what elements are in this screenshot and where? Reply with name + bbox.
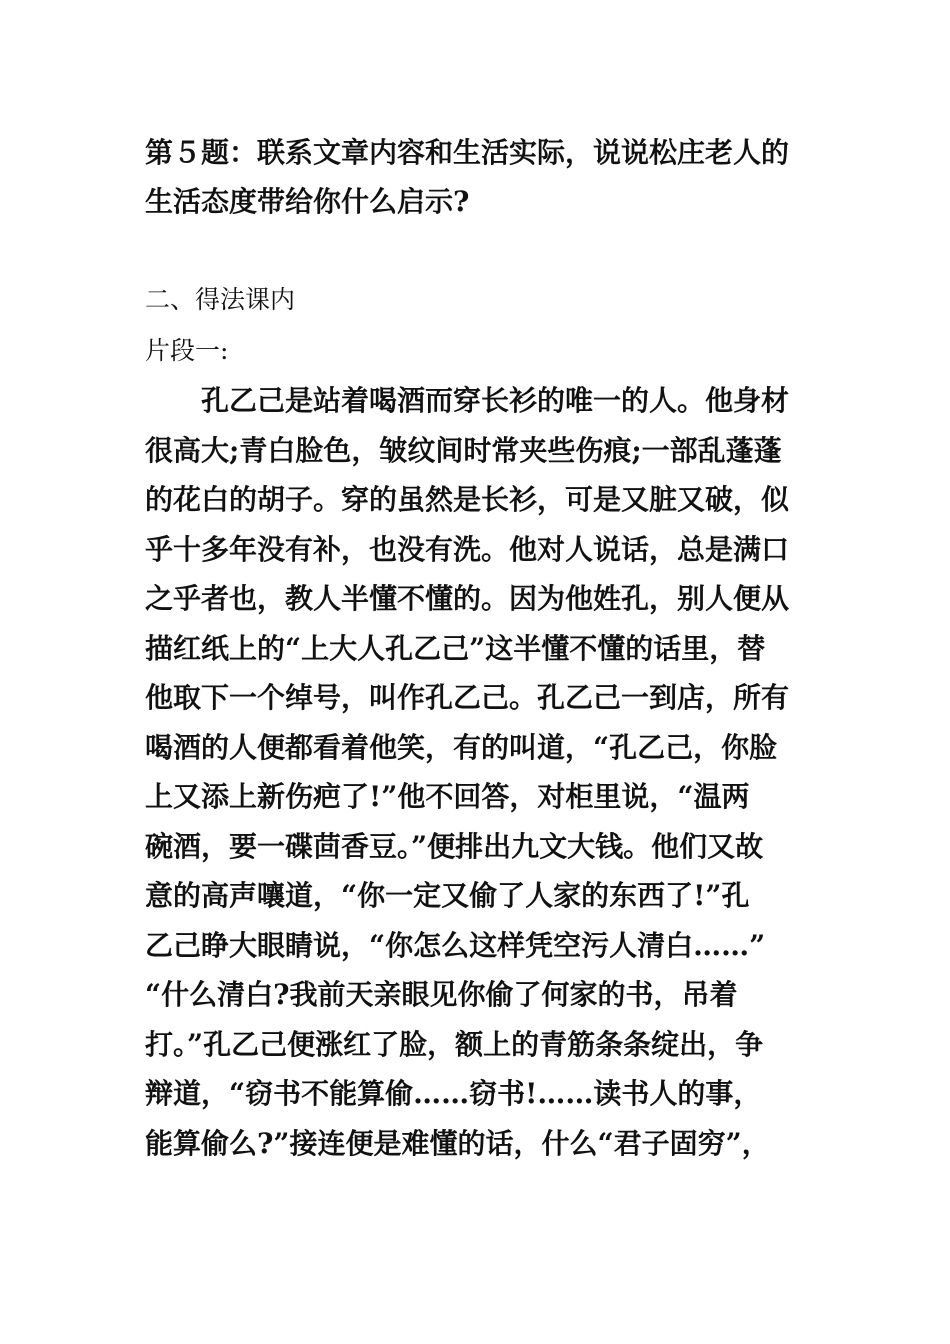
passage-line: 乙己睁大眼睛说，“你怎么这样凭空污人清白……” bbox=[145, 928, 766, 962]
passage-line: 上又添上新伤疤了!”他不回答，对柜里说，“温两 bbox=[145, 780, 750, 813]
passage-line: 打。”孔乙己便涨红了脸，额上的青筋条条绽出，争 bbox=[145, 1027, 764, 1061]
passage bbox=[145, 376, 810, 1168]
passage-line: 的花白的胡子。穿的虽然是长衫，可是又脏又破，似 bbox=[145, 483, 790, 516]
passage-line: 他取下一个绰号，叫作孔乙己。孔乙己一到店，所有 bbox=[145, 681, 790, 714]
passage-line: 很高大;青白脸色，皱纹间时常夹些伤痕;一部乱蓬蓬 bbox=[145, 433, 782, 467]
passage-line: 孔乙己是站着喝酒而穿长衫的唯一的人。他身材 bbox=[145, 384, 790, 417]
passage-line: 辩道，“窃书不能算偷……窃书!……读书人的事， bbox=[145, 1077, 762, 1110]
passage-line: 喝酒的人便都看着他笑，有的叫道，“孔乙己，你脸 bbox=[145, 730, 778, 764]
question-line-1: 第５题：联系文章内容和生活实际，说说松庄老人的 bbox=[145, 136, 790, 169]
passage-line: 描红纸上的“上大人孔乙己”这半懂不懂的话里，替 bbox=[145, 631, 766, 665]
section-heading: 二、得法课内 bbox=[145, 285, 296, 314]
fragment-label: 片段一: bbox=[145, 336, 229, 365]
passage-line: 意的高声嚷道，“你一定又偷了人家的东西了!”孔 bbox=[145, 879, 750, 912]
passage-line: 之乎者也，教人半懂不懂的。因为他姓孔，别人便从 bbox=[145, 582, 790, 615]
passage-line: 碗酒，要一碟茴香豆。”便排出九文大钱。他们又故 bbox=[145, 829, 764, 863]
question-line-2: 生活态度带给你什么启示? bbox=[145, 185, 470, 218]
passage-line: 能算偷么?”接连便是难懂的话，什么“君子固穷”， bbox=[145, 1126, 770, 1160]
question-5 bbox=[145, 128, 810, 226]
passage-line: 乎十多年没有补，也没有洗。他对人说话，总是满口 bbox=[145, 532, 790, 566]
passage-line: “什么清白?我前天亲眼见你偷了何家的书，吊着 bbox=[145, 978, 738, 1011]
